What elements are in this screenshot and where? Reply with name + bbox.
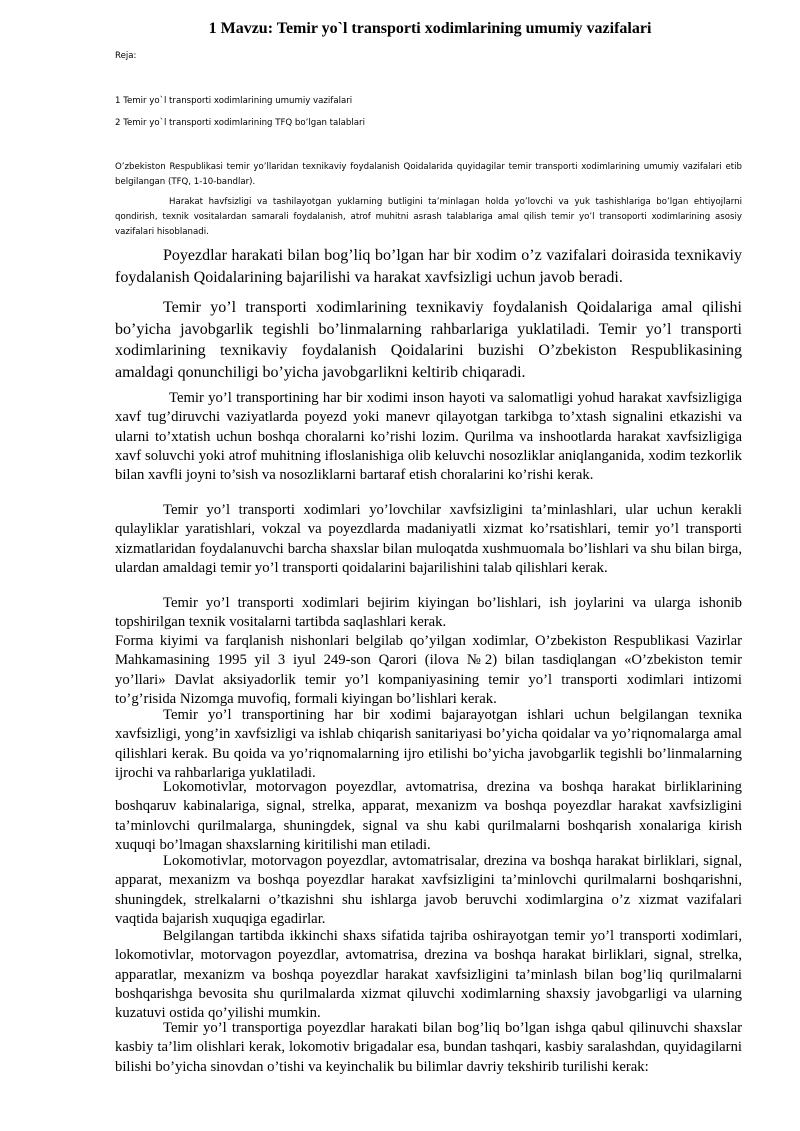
paragraph-7: Temir yo’l transportining har bir xodimi bajarayotgan ishlari uchun belgilangan texnika xavfsizligi, yong’in xavfsizligi va ishlab chiqarish sanitariyasi bo’yicha qoidalar va yo’riqnomalarga amal qilishlari kerak. Bu qoida va yo’riqnomalarning ijro etilishi bo’yicha javobgarlik tegishli bo’linmalarning ijrochi va rahbarlariga yuklatiladi. [115,707,742,781]
paragraph-8: Lokomotivlar, motorvagon poyezdlar, avtomatrisa, drezina va boshqa harakat birliklarining boshqaruv kabinalariga, signal, strelka, apparat, mexanizm va boshqa poyezdlar harakat xavfsizligini ta’minlovchi qurilmalarga, shuningdek, signal va shu kabi qurilmalarni boshqarish xonalariga kirish xuquqi bo’lmagan shaxslarning kiritilishi man etiladi. [115,779,742,853]
paragraph-10: Belgilangan tartibda ikkinchi shaxs sifatida tajriba oshirayotgan temir yo’l transporti xodimlari, lokomotivlar, motorvagon poyezdlar, avtomatrisa, drezina va boshqa harakat birliklari, signal, strelka, apparatlar, mexanizm va boshqa poyezdlar harakat xavfsizligini ta’minlash bilan bog’liq qurilmalarni boshqarishga bevosita shu qurilmalarda xizmat qiluvchi xodimlarning shaxsiy javobgarligi va ularning kuzatuvi ostida qo’yilishi mumkin. [115,928,742,1022]
paragraph-1: Poyezdlar harakati bilan bog’liq bo’lgan har bir xodim o’z vazifalari doirasida texnikaviy foydalanish Qoidalarining bajarilishi va harakat xavfsizligi uchun javob beradi. [115,247,742,286]
intro-paragraph-1: O’zbekiston Respublikasi temir yo’llaridan texnikaviy foydalanish Qoidalarida quyidagilar temir transporti xodimlarining umumiy vazifalari etib belgilangan (TFQ, 1-10-bandlar). [115,162,742,187]
plan-item-1: 1 Temir yo`l transporti xodimlarining umumiy vazifalari [115,96,353,106]
paragraph-9: Lokomotivlar, motorvagon poyezdlar, avtomatrisalar, drezina va boshqa harakat birliklari, signal, apparat, mexanizm va boshqa poyezdlar harakat xavfsizligini ta’minlovchi qurilmalarni boshqarishni, shuningdek, strelkalarni o’tkazishni shu ishlarga javob beruvchi xodimlargina o’z xizmat vazifalari vaqtida bajarish xuquqiga egadirlar. [115,853,742,927]
paragraph-3: Temir yo’l transportining har bir xodimi inson hayoti va salomatligi yohud harakat xavfsizligiga xavf tug’diruvchi vaziyatlarda poyezd yoki manevr qilayotgan tarkibga to’xtash signalini etkazishi va ularni to’xtatish uchun boshqa choralarni ko’rishi lozim. Qurilma va inshootlarda harakat xavfsizligiga xavf soluvchi yoki atrof muhitning ifloslanishiga olib keluvchi nosozliklar aniqlanganida, xodim tezkorlik bilan xavfli joyni to’sish va nosozliklarni bartaraf etish choralarini ko’rishi kerak. [115,390,742,484]
paragraph-5: Temir yo’l transporti xodimlari bejirim kiyingan bo’lishlari, ish joylarini va ularga ishonib topshirilgan texnik vositalarni tartibda saqlashlari kerak. [115,595,742,631]
paragraph-6: Forma kiyimi va farqlanish nishonlari belgilab qo’yilgan xodimlar, O’zbekiston Respublikasi Vazirlar Mahkamasining 1995 yil 3 iyul 249-son Qarori (ilova №2) bilan tasdiqlangan «O’zbekiston temir yo’llari» Davlat aksiyadorlik temir yo’l kompaniyasining temir yo’l transporti xodimlari intizomi to’g’risida Nizomga muvofiq, formali kiyingan bo’lishlari kerak. [115,633,742,707]
page-title: 1 Mavzu: Temir yo`l transporti xodimlarining umumiy vazifalari [208,20,652,37]
paragraph-11: Temir yo’l transportiga poyezdlar harakati bilan bog’liq bo’lgan ishga qabul qilinuvchi shaxslar kasbiy ta’lim olishlari kerak, lokomotiv brigadalar esa, bundan tashqari, kasbiy saralashdan, quyidagilarni bilishi bo’yicha sinovdan o’tishi va keyinchalik bu bilimlar davriy tekshirib turilishi kerak: [115,1020,742,1075]
intro-paragraph-2: Harakat havfsizligi va tashilayotgan yuklarning butligini ta’minlagan holda yo’lovchi va yuk tashishlariga bo’lgan ehtiyojlarni qondirish, texnik vositalardan samarali foydalanish, atrof muhitni asrash talablariga amal qilish temir yo’l transoporti xodimlarining asosiy vazifalari hisoblanadi. [115,197,742,237]
paragraph-2: Temir yo’l transporti xodimlarining texnikaviy foydalanish Qoidalariga amal qilishi bo’yicha javobgarlik tegishli bo’linmalarning rahbarlariga yuklatiladi. Temir yo’l transporti xodimlarining texnikaviy foydalanish Qoidalarini buzishi O’zbekiston Respublikasining amaldagi qonunchiligi bo’yicha javobgarlikni keltirib chiqaradi. [115,299,742,381]
plan-item-2: 2 Temir yo`l transporti xodimlarining TFQ bo’lgan talablari [115,118,365,128]
paragraph-4: Temir yo’l transporti xodimlari yo’lovchilar xavfsizligini ta’minlashlari, ular uchun kerakli qulayliklar yaratishlari, vokzal va poyezdlarda madaniyatli xizmat ko’rsatishlari, temir yo’l transporti xizmatlaridan foydalanuvchi barcha shaxslar bilan muloqatda xushmuomala bo’lishlari va shu bilan birga, ulardan amaldagi temir yo’l transporti qoidalarini bajarilishini talab qilishlari kerak. [115,502,742,576]
plan-label: Reja: [115,51,137,61]
